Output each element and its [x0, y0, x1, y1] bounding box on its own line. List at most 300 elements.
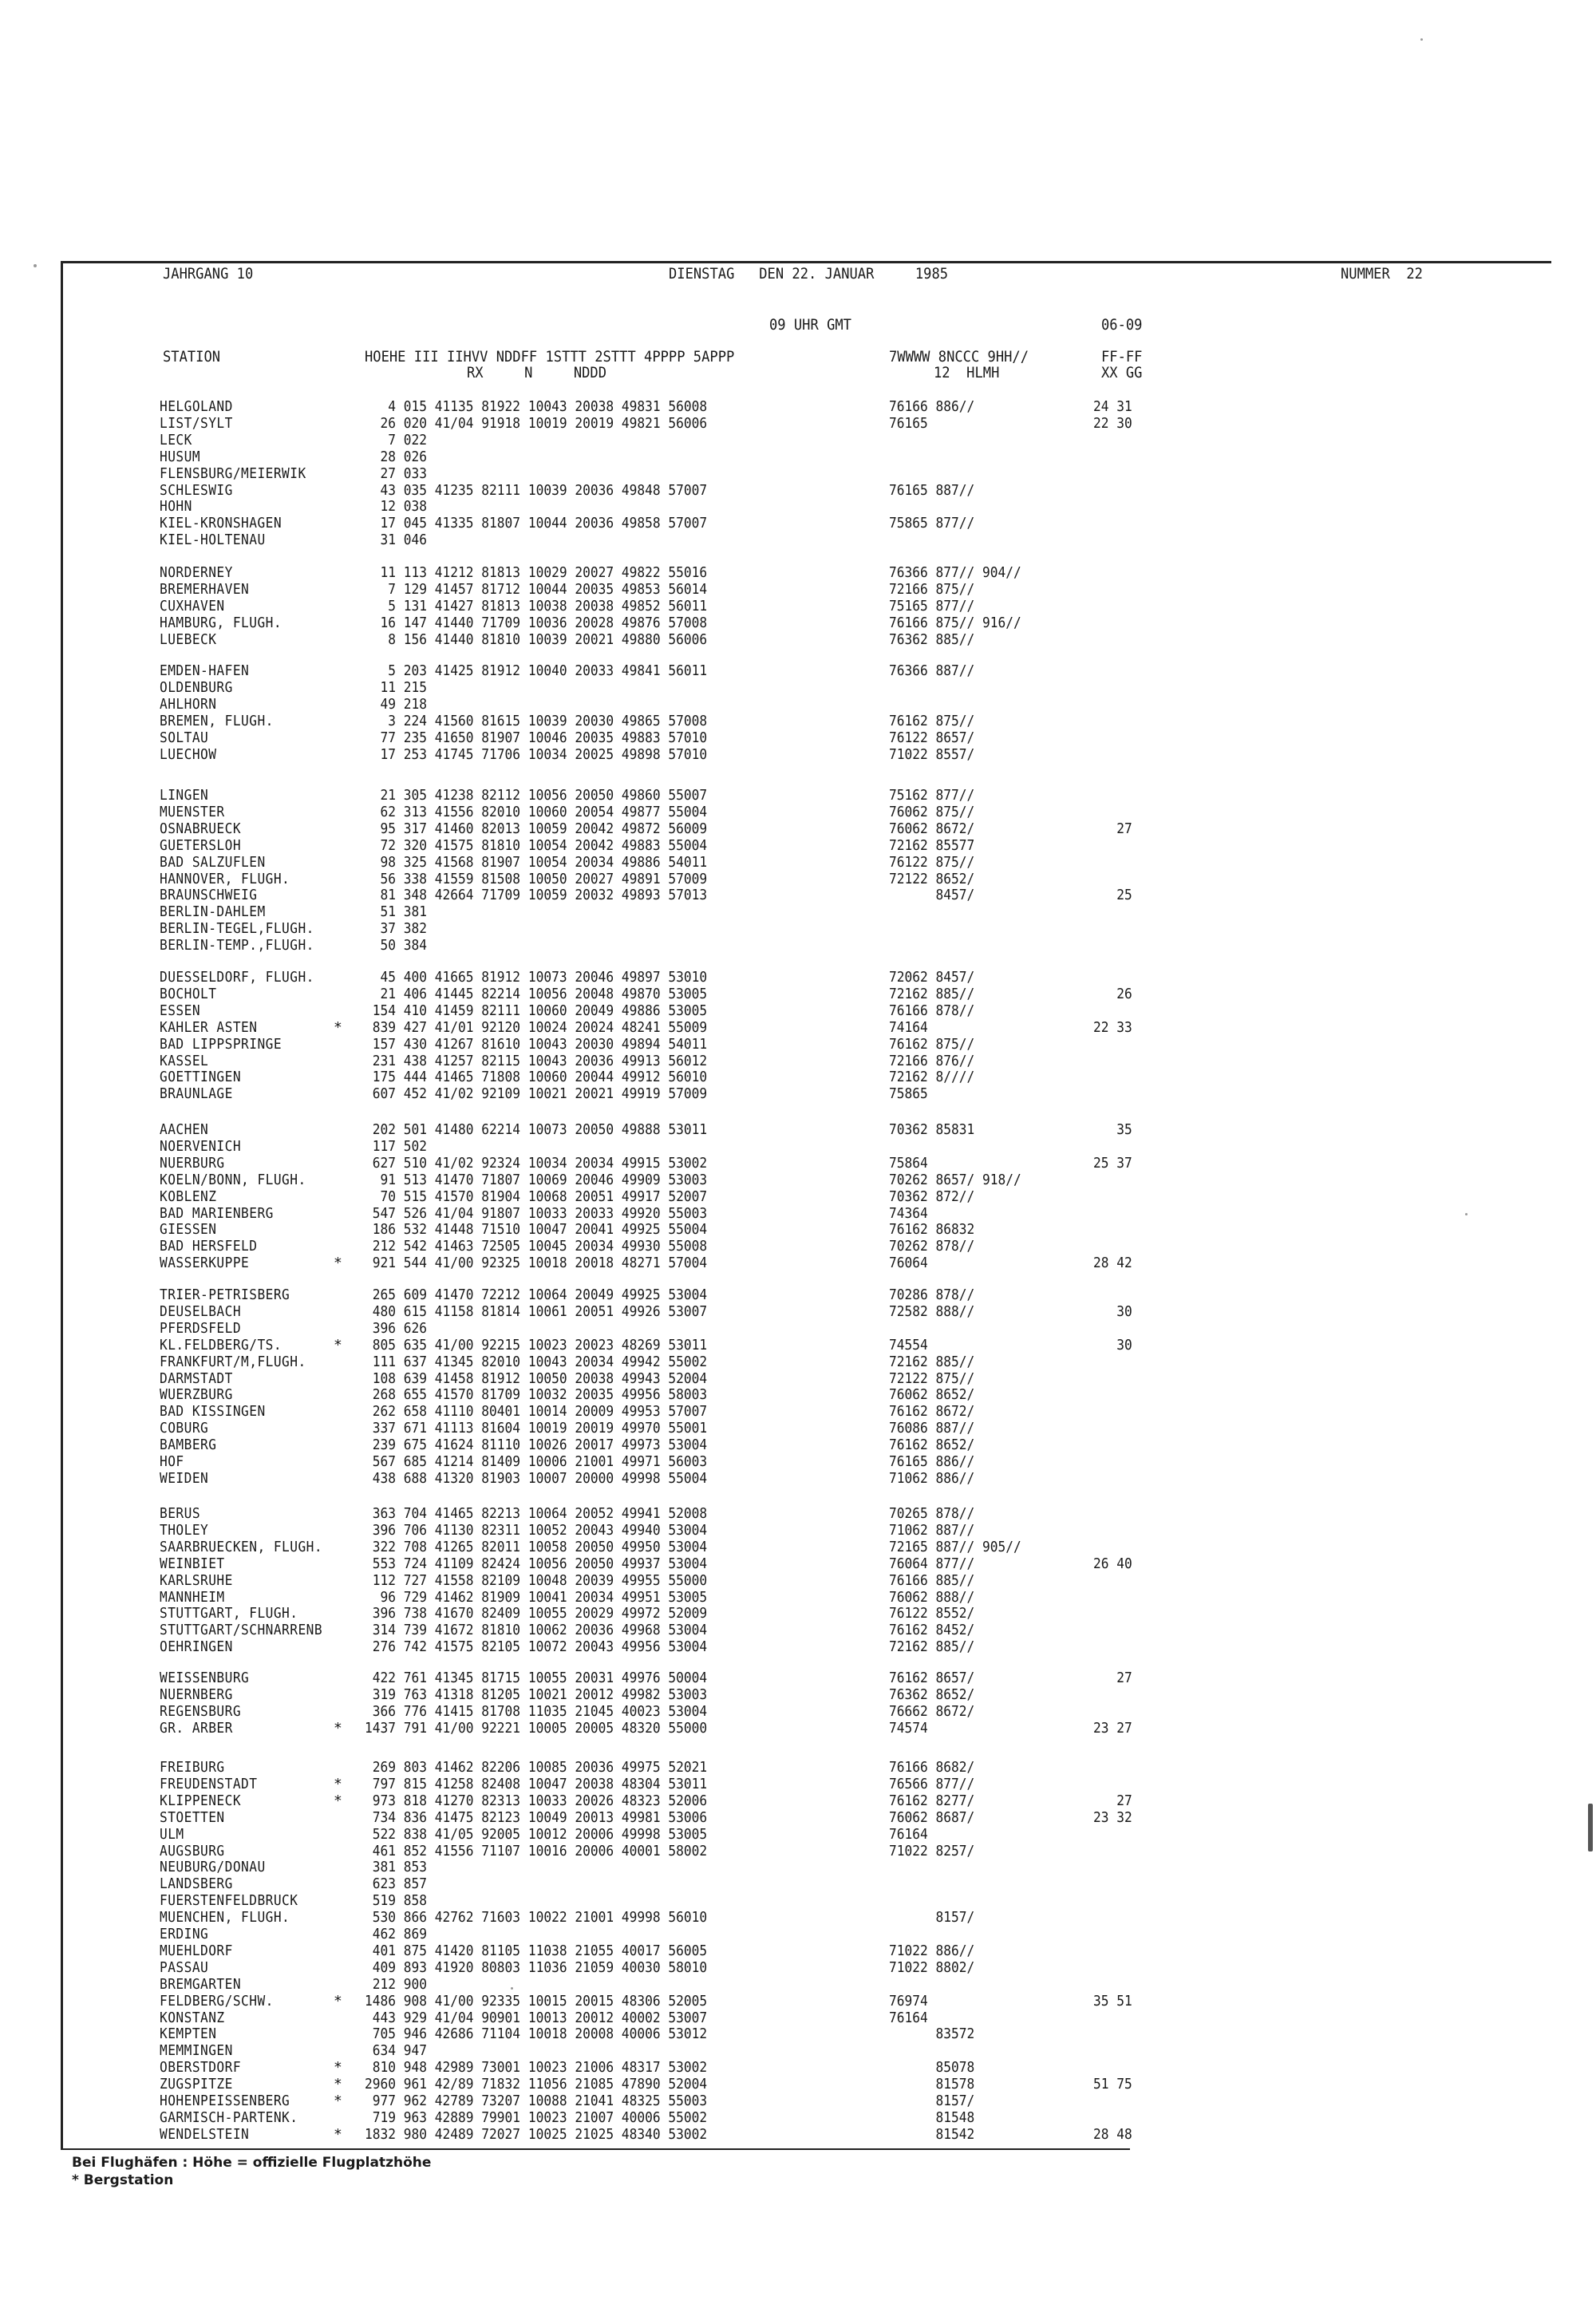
- station-extra-codes: 75865: [889, 1085, 928, 1103]
- station-name: GARMISCH-PARTENK.: [160, 2108, 298, 2126]
- station-gust: 22 30: [1093, 414, 1132, 432]
- station-codes: 262 658 41110 80401 10014 20009 49953 57007: [365, 1403, 708, 1421]
- station-gust: 25: [1093, 887, 1132, 904]
- station-name: BERLIN-TEGEL,FLUGH.: [160, 920, 314, 938]
- station-extra-codes: 71062 886//: [889, 1469, 975, 1487]
- station-codes: 634 947: [365, 2042, 428, 2060]
- station-gust: 30: [1093, 1302, 1132, 1320]
- mountain-station-marker: *: [334, 2093, 342, 2109]
- station-name: HOF: [160, 1453, 184, 1470]
- station-codes: 401 875 41420 81105 11038 21055 40017 56005: [365, 1942, 708, 1959]
- station-extra-codes: 71022 8557/: [889, 745, 975, 763]
- header-number: NUMMER 22: [1341, 265, 1423, 283]
- station-codes: 567 685 41214 81409 10006 21001 49971 56003: [365, 1453, 708, 1470]
- station-extra-codes: 76162 8277/: [889, 1792, 975, 1809]
- station-name: LECK: [160, 431, 192, 449]
- station-name: AACHEN: [160, 1121, 209, 1138]
- frame-top-rule: [61, 261, 1551, 263]
- station-codes: 175 444 41465 71808 10060 20044 49912 56010: [365, 1069, 708, 1086]
- station-codes: 363 704 41465 82213 10064 20052 49941 52008: [365, 1505, 708, 1522]
- station-name: MEMMINGEN: [160, 2042, 233, 2060]
- station-extra-codes: 76162 8452/: [889, 1622, 975, 1639]
- station-extra-codes: 72122 875//: [889, 1369, 975, 1387]
- station-extra-codes: 76362 8652/: [889, 1685, 975, 1703]
- station-codes: 623 857: [365, 1875, 428, 1893]
- station-codes: 337 671 41113 81604 10019 20019 49970 55001: [365, 1420, 708, 1437]
- station-extra-codes: 76166 886//: [889, 398, 975, 415]
- station-codes: 108 639 41458 81912 10050 20038 49943 52004: [365, 1369, 708, 1387]
- station-gust: 26: [1093, 985, 1132, 1002]
- station-codes: 409 893 41920 80803 11036 21059 40030 58010: [365, 1958, 708, 1976]
- station-name: BAMBERG: [160, 1437, 217, 1454]
- station-name: KAHLER ASTEN: [160, 1018, 258, 1036]
- station-codes: 112 727 41558 82109 10048 20039 49955 55000: [365, 1571, 708, 1589]
- station-codes: 17 045 41335 81807 10044 20036 49858 57007: [365, 515, 708, 532]
- station-codes: 396 738 41670 82409 10055 20029 49972 52009: [365, 1605, 708, 1622]
- station-extra-codes: 70262 8657/ 918//: [889, 1171, 1021, 1188]
- station-name: DEUSELBACH: [160, 1302, 242, 1320]
- speck: [1465, 1213, 1468, 1215]
- station-codes: 186 532 41448 71510 10047 20041 49925 55004: [365, 1221, 708, 1239]
- station-codes: 553 724 41109 82424 10056 20050 49937 53004: [365, 1555, 708, 1572]
- station-name: FREIBURG: [160, 1759, 225, 1776]
- station-name: BAD KISSINGEN: [160, 1403, 266, 1421]
- station-codes: 12 038: [365, 498, 428, 516]
- station-codes: 21 406 41445 82214 10056 20048 49870 53005: [365, 985, 708, 1002]
- station-extra-codes: 75865 877//: [889, 515, 975, 532]
- station-codes: 95 317 41460 82013 10059 20042 49872 56009: [365, 820, 708, 837]
- station-name: BAD HERSFELD: [160, 1238, 258, 1255]
- station-extra-codes: 70362 872//: [889, 1188, 975, 1205]
- mountain-station-marker: *: [334, 1992, 342, 2010]
- footnote-airport: Bei Flughäfen : Höhe = offizielle Flugplatzhöhe: [72, 2155, 432, 2171]
- station-codes: 8 156 41440 81810 10039 20021 49880 56006: [365, 630, 708, 648]
- station-gust: 27: [1093, 820, 1132, 837]
- station-codes: 314 739 41672 81810 10062 20036 49968 53004: [365, 1622, 708, 1639]
- station-name: KL.FELDBERG/TS.: [160, 1336, 282, 1354]
- station-name: NEUBURG/DONAU: [160, 1859, 266, 1876]
- header-date: DIENSTAG DEN 22. JANUAR 1985: [669, 265, 949, 283]
- station-codes: 438 688 41320 81903 10007 20000 49998 55004: [365, 1469, 708, 1487]
- station-codes: 7 022: [365, 431, 428, 449]
- station-codes: 705 946 42686 71104 10018 20008 40006 53012: [365, 2025, 708, 2043]
- station-name: WASSERKUPPE: [160, 1255, 250, 1272]
- footnote-mountain: * Bergstation: [72, 2172, 174, 2188]
- station-extra-codes: 76165: [889, 414, 928, 432]
- column-gust-sub: XX GG: [1101, 364, 1143, 381]
- station-extra-codes: 72165 887// 905//: [889, 1538, 1021, 1555]
- station-extra-codes: 75162 877//: [889, 787, 975, 804]
- station-extra-codes: 76166 878//: [889, 1002, 975, 1019]
- station-name: STUTTGART, FLUGH.: [160, 1605, 298, 1622]
- station-codes: 231 438 41257 82115 10043 20036 49913 56012: [365, 1052, 708, 1069]
- station-name: BAD MARIENBERG: [160, 1204, 274, 1222]
- column-extra-codes: 7WWWW 8NCCC 9HH//: [889, 348, 1029, 366]
- station-name: FELDBERG/SCHW.: [160, 1992, 274, 2010]
- station-codes: 462 869: [365, 1926, 428, 1942]
- header-year: JAHRGANG 10: [163, 265, 254, 283]
- station-codes: 530 866 42762 71603 10022 21001 49998 56010: [365, 1909, 708, 1927]
- station-extra-codes: 74554: [889, 1336, 928, 1354]
- station-extra-codes: 76164: [889, 2009, 928, 2026]
- station-extra-codes: 70265 878//: [889, 1505, 975, 1522]
- station-name: FRANKFURT/M,FLUGH.: [160, 1353, 306, 1370]
- station-codes: 51 381: [365, 903, 428, 921]
- station-codes: 45 400 41665 81912 10073 20046 49897 53010: [365, 969, 708, 986]
- mountain-station-marker: *: [334, 1018, 342, 1036]
- station-name: GOETTINGEN: [160, 1069, 242, 1086]
- station-name: KIEL-HOLTENAU: [160, 532, 266, 549]
- station-extra-codes: 76362 885//: [889, 630, 975, 648]
- station-gust: 24 31: [1093, 398, 1132, 415]
- station-name: BREMEN, FLUGH.: [160, 712, 274, 729]
- station-codes: 396 706 41130 82311 10052 20043 49940 53004: [365, 1521, 708, 1539]
- station-gust: 27: [1093, 1670, 1132, 1686]
- station-codes: 396 626: [365, 1319, 428, 1337]
- mountain-station-marker: *: [334, 1775, 342, 1792]
- station-extra-codes: 76566 877//: [889, 1775, 975, 1792]
- station-extra-codes: 76062 888//: [889, 1588, 975, 1606]
- station-extra-codes: 71062 887//: [889, 1521, 975, 1539]
- station-extra-codes: 76165 887//: [889, 481, 975, 499]
- station-codes: 16 147 41440 71709 10036 20028 49876 57008: [365, 614, 708, 631]
- station-codes: 21 305 41238 82112 10056 20050 49860 55007: [365, 787, 708, 804]
- station-codes: 422 761 41345 81715 10055 20031 49976 50004: [365, 1670, 708, 1686]
- station-codes: 4 015 41135 81922 10043 20038 49831 56008: [365, 398, 708, 415]
- station-name: LUECHOW: [160, 745, 217, 763]
- station-extra-codes: 76062 8687/: [889, 1808, 975, 1826]
- station-codes: 522 838 41/05 92005 10012 20006 49998 53005: [365, 1825, 708, 1843]
- station-gust: 23 32: [1093, 1808, 1132, 1826]
- mountain-station-marker: *: [334, 1719, 342, 1737]
- station-extra-codes: 72166 875//: [889, 580, 975, 598]
- speck: [1588, 1804, 1593, 1851]
- station-extra-codes: 76162 8652/: [889, 1437, 975, 1454]
- station-codes: 973 818 41270 82313 10033 20026 48323 52006: [365, 1792, 708, 1809]
- station-codes: 212 542 41463 72505 10045 20034 49930 55008: [365, 1238, 708, 1255]
- station-name: THOLEY: [160, 1521, 209, 1539]
- mountain-station-marker: *: [334, 1336, 342, 1354]
- station-name: WUERZBURG: [160, 1386, 233, 1404]
- station-codes: 157 430 41267 81610 10043 20030 49894 54011: [365, 1035, 708, 1053]
- station-name: KOBLENZ: [160, 1188, 217, 1205]
- station-extra-codes: 72582 888//: [889, 1302, 975, 1320]
- column-station: STATION: [163, 348, 221, 366]
- station-codes: 797 815 41258 82408 10047 20038 48304 53011: [365, 1775, 708, 1792]
- station-name: HANNOVER, FLUGH.: [160, 870, 290, 887]
- station-gust: 28 48: [1093, 2125, 1132, 2143]
- station-extra-codes: 76166 875// 916//: [889, 614, 1021, 631]
- mountain-station-marker: *: [334, 2076, 342, 2093]
- station-name: GIESSEN: [160, 1221, 217, 1239]
- station-codes: 70 515 41570 81904 10068 20051 49917 52007: [365, 1188, 708, 1205]
- station-extra-codes: 76974: [889, 1992, 928, 2010]
- station-extra-codes: 70262 878//: [889, 1238, 975, 1255]
- station-extra-codes: 76162 875//: [889, 1035, 975, 1053]
- station-name: NORDERNEY: [160, 564, 233, 581]
- station-name: PFERDSFELD: [160, 1319, 242, 1337]
- station-extra-codes: 71022 886//: [889, 1942, 975, 1959]
- station-extra-codes: 71022 8257/: [889, 1842, 975, 1859]
- station-name: MANNHEIM: [160, 1588, 225, 1606]
- station-extra-codes: 70286 878//: [889, 1286, 975, 1303]
- station-name: WENDELSTEIN: [160, 2125, 250, 2143]
- column-gust: FF-FF: [1101, 348, 1143, 366]
- station-extra-codes: 75864: [889, 1154, 928, 1172]
- station-codes: 81 348 42664 71709 10059 20032 49893 57013: [365, 887, 708, 904]
- column-extra-sub: 12 HLMH: [934, 364, 1000, 381]
- station-codes: 1486 908 41/00 92335 10015 20015 48306 52005: [365, 1992, 708, 2010]
- station-name: HUSUM: [160, 448, 201, 465]
- station-extra-codes: 72162 885//: [889, 985, 975, 1002]
- station-extra-codes: 8457/: [889, 887, 975, 904]
- station-codes: 111 637 41345 82010 10043 20034 49942 55002: [365, 1353, 708, 1370]
- station-name: OEHRINGEN: [160, 1638, 233, 1656]
- station-codes: 2960 961 42/89 71832 11056 21085 47890 52004: [365, 2076, 708, 2093]
- speck: [511, 1987, 513, 1990]
- station-name: LUEBECK: [160, 630, 217, 648]
- station-codes: 202 501 41480 62214 10073 20050 49888 53011: [365, 1121, 708, 1138]
- station-name: FLENSBURG/MEIERWIK: [160, 464, 306, 482]
- station-name: KOELN/BONN, FLUGH.: [160, 1171, 306, 1188]
- station-codes: 37 382: [365, 920, 428, 938]
- station-name: OSNABRUECK: [160, 820, 242, 837]
- station-name: EMDEN-HAFEN: [160, 662, 250, 679]
- station-extra-codes: 81548: [889, 2108, 975, 2126]
- station-extra-codes: 76122 875//: [889, 853, 975, 871]
- station-codes: 921 544 41/00 92325 10018 20018 48271 57004: [365, 1255, 708, 1272]
- station-codes: 719 963 42889 79901 10023 21007 40006 55002: [365, 2108, 708, 2126]
- station-name: SAARBRUECKEN, FLUGH.: [160, 1538, 323, 1555]
- station-extra-codes: 76166 885//: [889, 1571, 975, 1589]
- station-gust: 30: [1093, 1336, 1132, 1354]
- station-name: BRAUNSCHWEIG: [160, 887, 258, 904]
- station-name: STUTTGART/SCHNARRENB: [160, 1622, 323, 1639]
- station-extra-codes: 72162 85577: [889, 836, 975, 854]
- station-name: BRAUNLAGE: [160, 1085, 233, 1103]
- station-name: WEIDEN: [160, 1469, 209, 1487]
- station-codes: 17 253 41745 71706 10034 20025 49898 57010: [365, 745, 708, 763]
- station-name: DUESSELDORF, FLUGH.: [160, 969, 314, 986]
- station-name: OBERSTDORF: [160, 2059, 242, 2077]
- station-name: BOCHOLT: [160, 985, 217, 1002]
- station-codes: 72 320 41575 81810 10054 20042 49883 55004: [365, 836, 708, 854]
- station-name: NUERNBERG: [160, 1685, 233, 1703]
- station-extra-codes: 76165 886//: [889, 1453, 975, 1470]
- station-extra-codes: 81542: [889, 2125, 975, 2143]
- station-extra-codes: 74364: [889, 1204, 928, 1222]
- station-name: BAD SALZUFLEN: [160, 853, 266, 871]
- station-name: BAD LIPPSPRINGE: [160, 1035, 282, 1053]
- station-codes: 480 615 41158 81814 10061 20051 49926 53007: [365, 1302, 708, 1320]
- station-extra-codes: 74164: [889, 1018, 928, 1036]
- station-extra-codes: 76662 8672/: [889, 1702, 975, 1720]
- station-name: COBURG: [160, 1420, 209, 1437]
- station-extra-codes: 72062 8457/: [889, 969, 975, 986]
- station-codes: 43 035 41235 82111 10039 20036 49848 57007: [365, 481, 708, 499]
- station-name: WEISSENBURG: [160, 1670, 250, 1686]
- station-name: PASSAU: [160, 1958, 209, 1976]
- station-gust: 25 37: [1093, 1154, 1132, 1172]
- mountain-station-marker: *: [334, 2125, 342, 2143]
- station-gust: 35: [1093, 1121, 1132, 1138]
- station-extra-codes: 72162 885//: [889, 1638, 975, 1656]
- station-codes: 519 858: [365, 1892, 428, 1910]
- column-codes-sub: RX N NDDD: [467, 364, 607, 381]
- station-name: OLDENBURG: [160, 678, 233, 696]
- station-extra-codes: 72166 876//: [889, 1052, 975, 1069]
- station-extra-codes: 76122 8657/: [889, 729, 975, 746]
- station-name: CUXHAVEN: [160, 597, 225, 615]
- station-codes: 49 218: [365, 695, 428, 713]
- station-name: MUENCHEN, FLUGH.: [160, 1909, 290, 1927]
- station-name: TRIER-PETRISBERG: [160, 1286, 290, 1303]
- station-extra-codes: 8157/: [889, 2093, 975, 2109]
- station-gust: 23 27: [1093, 1719, 1132, 1737]
- speck: [1420, 38, 1423, 41]
- station-codes: 547 526 41/04 91807 10033 20033 49920 55003: [365, 1204, 708, 1222]
- station-extra-codes: 76062 875//: [889, 803, 975, 820]
- station-codes: 381 853: [365, 1859, 428, 1876]
- station-codes: 319 763 41318 81205 10021 20012 49982 53003: [365, 1685, 708, 1703]
- station-name: MUENSTER: [160, 803, 225, 820]
- station-name: NUERBURG: [160, 1154, 225, 1172]
- station-codes: 50 384: [365, 937, 428, 954]
- station-extra-codes: 81578: [889, 2076, 975, 2093]
- station-codes: 62 313 41556 82010 10060 20054 49877 55004: [365, 803, 708, 820]
- station-name: REGENSBURG: [160, 1702, 242, 1720]
- station-codes: 810 948 42989 73001 10023 21006 48317 53002: [365, 2059, 708, 2077]
- station-codes: 734 836 41475 82123 10049 20013 49981 53006: [365, 1808, 708, 1826]
- station-gust: 22 33: [1093, 1018, 1132, 1036]
- station-codes: 11 113 41212 81813 10029 20027 49822 55016: [365, 564, 708, 581]
- station-extra-codes: 72162 8////: [889, 1069, 975, 1086]
- station-name: BERLIN-TEMP.,FLUGH.: [160, 937, 314, 954]
- station-name: HOHENPEISSENBERG: [160, 2093, 290, 2109]
- station-gust: 27: [1093, 1792, 1132, 1809]
- station-extra-codes: 76164: [889, 1825, 928, 1843]
- station-extra-codes: 74574: [889, 1719, 928, 1737]
- station-codes: 31 046: [365, 532, 428, 549]
- station-name: ULM: [160, 1825, 184, 1843]
- station-extra-codes: 85078: [889, 2059, 975, 2077]
- station-name: NOERVENICH: [160, 1137, 242, 1155]
- station-name: WEINBIET: [160, 1555, 225, 1572]
- station-name: GUETERSLOH: [160, 836, 242, 854]
- station-extra-codes: 76064: [889, 1255, 928, 1272]
- station-name: AHLHORN: [160, 695, 217, 713]
- station-extra-codes: 76062 8652/: [889, 1386, 975, 1404]
- station-codes: 607 452 41/02 92109 10021 20021 49919 57009: [365, 1085, 708, 1103]
- station-codes: 366 776 41415 81708 11035 21045 40023 53004: [365, 1702, 708, 1720]
- station-codes: 212 900: [365, 1975, 428, 1993]
- station-extra-codes: 83572: [889, 2025, 975, 2043]
- station-extra-codes: 71022 8802/: [889, 1958, 975, 1976]
- speck: [34, 264, 37, 267]
- mountain-station-marker: *: [334, 1792, 342, 1809]
- station-codes: 154 410 41459 82111 10060 20049 49886 53005: [365, 1002, 708, 1019]
- station-name: HELGOLAND: [160, 398, 233, 415]
- station-codes: 26 020 41/04 91918 10019 20019 49821 56006: [365, 414, 708, 432]
- station-name: LIST/SYLT: [160, 414, 233, 432]
- station-name: KASSEL: [160, 1052, 209, 1069]
- column-codes: HOEHE III IIHVV NDDFF 1STTT 2STTT 4PPPP 5APPP: [365, 348, 735, 366]
- station-name: KIEL-KRONSHAGEN: [160, 515, 282, 532]
- station-codes: 5 203 41425 81912 10040 20033 49841 56011: [365, 662, 708, 679]
- station-codes: 239 675 41624 81110 10026 20017 49973 53004: [365, 1437, 708, 1454]
- station-codes: 839 427 41/01 92120 10024 20024 48241 55009: [365, 1018, 708, 1036]
- header-period: 06-09: [1101, 316, 1143, 334]
- station-extra-codes: 76366 877// 904//: [889, 564, 1021, 581]
- station-gust: 35 51: [1093, 1992, 1132, 2010]
- station-name: LINGEN: [160, 787, 209, 804]
- station-extra-codes: 76086 887//: [889, 1420, 975, 1437]
- station-name: BERUS: [160, 1505, 201, 1522]
- station-name: ERDING: [160, 1926, 209, 1942]
- station-gust: 51 75: [1093, 2076, 1132, 2093]
- station-name: ZUGSPITZE: [160, 2076, 233, 2093]
- station-extra-codes: 76064 877//: [889, 1555, 975, 1572]
- station-name: HAMBURG, FLUGH.: [160, 614, 282, 631]
- station-name: KEMPTEN: [160, 2025, 217, 2043]
- station-codes: 3 224 41560 81615 10039 20030 49865 57008: [365, 712, 708, 729]
- station-name: GR. ARBER: [160, 1719, 233, 1737]
- station-name: KONSTANZ: [160, 2009, 225, 2026]
- station-name: KARLSRUHE: [160, 1571, 233, 1589]
- station-extra-codes: 76062 8672/: [889, 820, 975, 837]
- frame-bottom-rule: [61, 2148, 1130, 2150]
- station-name: FREUDENSTADT: [160, 1775, 258, 1792]
- station-codes: 265 609 41470 72212 10064 20049 49925 53004: [365, 1286, 708, 1303]
- station-extra-codes: 76162 8672/: [889, 1403, 975, 1421]
- frame-left-rule: [61, 261, 63, 2150]
- station-gust: 28 42: [1093, 1255, 1132, 1272]
- station-codes: 276 742 41575 82105 10072 20043 49956 53004: [365, 1638, 708, 1656]
- station-name: BREMGARTEN: [160, 1975, 242, 1993]
- station-extra-codes: 76162 8657/: [889, 1670, 975, 1686]
- mountain-station-marker: *: [334, 2059, 342, 2077]
- station-name: MUEHLDORF: [160, 1942, 233, 1959]
- station-name: LANDSBERG: [160, 1875, 233, 1893]
- station-extra-codes: 75165 877//: [889, 597, 975, 615]
- station-extra-codes: 8157/: [889, 1909, 975, 1927]
- station-extra-codes: 72122 8652/: [889, 870, 975, 887]
- station-codes: 5 131 41427 81813 10038 20038 49852 56011: [365, 597, 708, 615]
- station-extra-codes: 76162 875//: [889, 712, 975, 729]
- station-codes: 269 803 41462 82206 10085 20036 49975 52021: [365, 1759, 708, 1776]
- station-name: DARMSTADT: [160, 1369, 233, 1387]
- header-time: 09 UHR GMT: [769, 316, 851, 334]
- station-name: SCHLESWIG: [160, 481, 233, 499]
- station-codes: 627 510 41/02 92324 10034 20034 49915 53002: [365, 1154, 708, 1172]
- station-codes: 117 502: [365, 1137, 428, 1155]
- station-extra-codes: 76166 8682/: [889, 1759, 975, 1776]
- station-codes: 27 033: [365, 464, 428, 482]
- station-codes: 11 215: [365, 678, 428, 696]
- station-codes: 96 729 41462 81909 10041 20034 49951 53005: [365, 1588, 708, 1606]
- station-codes: 268 655 41570 81709 10032 20035 49956 58003: [365, 1386, 708, 1404]
- station-codes: 1832 980 42489 72027 10025 21025 48340 53002: [365, 2125, 708, 2143]
- station-extra-codes: 70362 85831: [889, 1121, 975, 1138]
- station-name: STOETTEN: [160, 1808, 225, 1826]
- station-codes: 77 235 41650 81907 10046 20035 49883 57010: [365, 729, 708, 746]
- station-codes: 1437 791 41/00 92221 10005 20005 48320 55000: [365, 1719, 708, 1737]
- mountain-station-marker: *: [334, 1255, 342, 1272]
- station-codes: 443 929 41/04 90901 10013 20012 40002 53007: [365, 2009, 708, 2026]
- station-codes: 977 962 42789 73207 10088 21041 48325 55003: [365, 2093, 708, 2109]
- station-codes: 98 325 41568 81907 10054 20034 49886 54011: [365, 853, 708, 871]
- station-codes: 322 708 41265 82011 10058 20050 49950 53004: [365, 1538, 708, 1555]
